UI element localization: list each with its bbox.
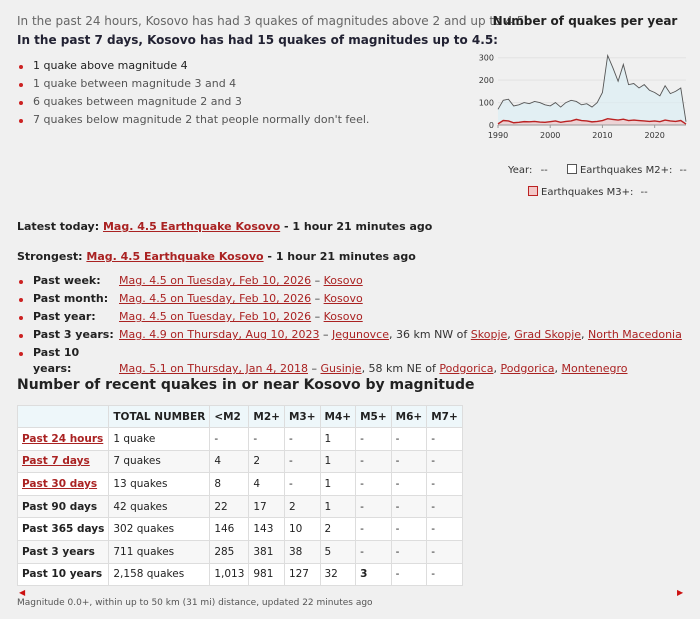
quake-link[interactable]: Mag. 4.9 on Thursday, Aug 10, 2023 [119,328,320,341]
count-cell: - [249,428,285,451]
count-cell: 17 [249,495,285,518]
legend-m2[interactable] [567,165,672,176]
strongest-by-period-list [17,273,682,375]
count-cell: 10 [284,518,320,541]
y-tick-label: 100 [478,98,494,108]
y-tick-label: 300 [478,53,494,63]
column-header: M6+ [391,406,427,428]
city-link[interactable]: Podgorica [439,362,494,375]
count-cell: - [427,518,463,541]
count-cell: - [356,473,392,496]
count-cell: - [284,428,320,451]
period-link[interactable]: Past 7 days [22,455,90,468]
table-heading: Number of recent quakes in or near Kosovo by magnitude [17,377,475,393]
dash: – [311,310,324,323]
list-item: 7 quakes below magnitude 2 that people normally don't feel. [17,112,369,130]
dash: – [307,362,321,375]
country-link[interactable]: North Macedonia [588,328,682,341]
count-cell: 981 [249,563,285,586]
latest-quake-link[interactable]: Mag. 4.5 Earthquake Kosovo [102,220,281,233]
quake-link[interactable]: Mag. 4.5 on Tuesday, Feb 10, 2026 [119,292,312,305]
table-row [18,428,463,451]
list-item [17,345,682,375]
table-header-row [18,406,463,428]
period-label: Past year: [33,310,96,323]
count-cell: - [391,563,427,586]
list-item: 1 quake above magnitude 4 [17,58,369,76]
count-cell: 381 [249,540,285,563]
comma: , [507,328,515,341]
count-cell: - [356,450,392,473]
dash: – [319,328,332,341]
table-row [18,473,463,496]
strongest-quake-link[interactable]: Mag. 4.5 Earthquake Kosovo [86,250,264,263]
count-cell: - [356,428,392,451]
count-cell: 2 [320,518,356,541]
table-row [18,540,463,563]
period-cell: Past 3 years [18,540,109,563]
chart-legend-row-2 [528,186,648,198]
legend-year-label: Year: [508,165,533,176]
count-cell: 711 quakes [109,540,210,563]
latest-time: - 1 hour 21 minutes ago [284,220,433,233]
list-item [17,327,682,345]
distance-text: , 58 km NE of [361,362,440,375]
place-link[interactable]: Kosovo [323,292,363,305]
count-cell: - [427,450,463,473]
scroll-left-icon[interactable]: ◀ [19,588,26,597]
count-cell: - [427,473,463,496]
period-cell [18,473,109,496]
period-cell [18,450,109,473]
x-tick-label: 2000 [540,131,561,140]
quake-link[interactable]: Mag. 5.1 on Thursday, Jan 4, 2018 [119,362,308,375]
count-cell: 4 [249,473,285,496]
latest-label: Latest today: [17,220,100,233]
legend-m2-value: -- [679,165,687,176]
x-tick-label: 2020 [644,131,665,140]
column-header: M4+ [320,406,356,428]
count-cell: 2,158 quakes [109,563,210,586]
column-header: M5+ [356,406,392,428]
count-cell: - [210,428,249,451]
count-cell: 1 [320,428,356,451]
list-item: 1 quake between magnitude 3 and 4 [17,76,369,94]
period-label: Past 10 years: [33,346,80,375]
count-cell: 2 [284,495,320,518]
count-cell: - [391,450,427,473]
x-tick-label: 1990 [487,131,509,140]
count-cell: 127 [284,563,320,586]
legend-m2-swatch [567,164,577,174]
count-cell: - [356,518,392,541]
table-row [18,450,463,473]
period-link[interactable]: Past 30 days [22,477,98,490]
column-header: M3+ [284,406,320,428]
day-summary: In the past 24 hours, Kosovo has had 3 quakes of magnitudes above 2 and up to 4.5. [17,14,529,28]
period-label: Past month: [33,292,109,305]
m2-series-area [498,55,686,125]
count-cell: - [427,428,463,451]
strongest-quake [17,250,416,263]
column-header: TOTAL NUMBER [109,406,210,428]
count-cell: - [427,563,463,586]
comma: , [581,328,589,341]
y-tick-label: 200 [478,76,494,86]
count-cell: 1 quake [109,428,210,451]
count-cell: - [391,473,427,496]
period-label: Past week: [33,274,101,287]
quake-link[interactable]: Mag. 4.5 on Tuesday, Feb 10, 2026 [119,274,312,287]
dash: – [311,274,324,287]
period-label: Past 3 years: [33,328,114,341]
quakes-per-year-chart[interactable] [470,45,692,145]
latest-today [17,220,432,233]
period-cell: Past 365 days [18,518,109,541]
count-cell: 22 [210,495,249,518]
comma: , [554,362,562,375]
chart-legend-row-1 [508,164,687,176]
x-tick-label: 2010 [592,131,613,140]
strongest-label: Strongest: [17,250,83,263]
count-cell: 4 [210,450,249,473]
count-cell: - [391,428,427,451]
count-cell: - [391,540,427,563]
period-link[interactable]: Past 24 hours [22,432,104,445]
place-link[interactable]: Kosovo [323,274,363,287]
magnitude-table [17,405,463,586]
count-cell: 5 [320,540,356,563]
region-link[interactable]: Podgorica [500,362,555,375]
quake-link[interactable]: Mag. 4.5 on Tuesday, Feb 10, 2026 [119,310,312,323]
count-cell: - [391,518,427,541]
count-cell: 38 [284,540,320,563]
legend-m3-label: Earthquakes M3+: [541,187,634,198]
period-cell [18,428,109,451]
count-cell: 143 [249,518,285,541]
chart-title: Number of quakes per year [492,14,678,28]
country-link[interactable]: Montenegro [561,362,628,375]
legend-m2-label: Earthquakes M2+: [579,165,673,176]
count-cell: - [284,450,320,473]
period-cell: Past 10 years [18,563,109,586]
region-link[interactable]: Grad Skopje [514,328,582,341]
count-cell: - [356,495,392,518]
list-item: 6 quakes between magnitude 2 and 3 [17,94,369,112]
table-row [18,495,463,518]
legend-year-value: -- [540,165,548,176]
count-cell: 146 [210,518,249,541]
comma: , [493,362,501,375]
period-cell: Past 90 days [18,495,109,518]
count-cell: - [284,473,320,496]
y-tick-label: 0 [488,121,494,130]
week-summary-heading: In the past 7 days, Kosovo has had 15 quakes of magnitudes up to 4.5: [17,33,498,47]
column-header: M7+ [427,406,463,428]
dash: – [311,292,324,305]
distance-text: , 36 km NW of [389,328,471,341]
count-cell: 13 quakes [109,473,210,496]
count-cell: - [427,540,463,563]
count-cell: 302 quakes [109,518,210,541]
count-cell: 42 quakes [109,495,210,518]
legend-m3[interactable] [528,187,633,198]
place-link[interactable]: Gusinje [320,362,362,375]
count-cell: 285 [210,540,249,563]
table-footnote: Magnitude 0.0+, within up to 50 km (31 mi) distance, updated 22 minutes ago [17,598,373,608]
table-row [18,518,463,541]
count-cell: - [427,495,463,518]
scroll-right-icon[interactable]: ▶ [677,588,684,597]
list-item [17,291,682,309]
list-item [17,309,682,327]
place-link[interactable]: Kosovo [323,310,363,323]
table-row [18,563,463,586]
column-header: <M2 [210,406,249,428]
count-cell: 7 quakes [109,450,210,473]
count-cell: - [356,540,392,563]
count-cell: 1 [320,450,356,473]
count-cell: 32 [320,563,356,586]
count-cell: 1,013 [210,563,249,586]
list-item [17,273,682,291]
column-header [18,406,109,428]
count-cell: 2 [249,450,285,473]
count-cell: 1 [320,473,356,496]
week-magnitude-list [17,58,369,130]
count-cell: 8 [210,473,249,496]
count-cell: 3 [356,563,392,586]
strongest-time: - 1 hour 21 minutes ago [267,250,416,263]
column-header: M2+ [249,406,285,428]
city-link[interactable]: Skopje [470,328,508,341]
count-cell: 1 [320,495,356,518]
legend-m3-value: -- [640,187,648,198]
count-cell: - [391,495,427,518]
place-link[interactable]: Jegunovce [332,328,389,341]
legend-m3-swatch [528,186,538,196]
